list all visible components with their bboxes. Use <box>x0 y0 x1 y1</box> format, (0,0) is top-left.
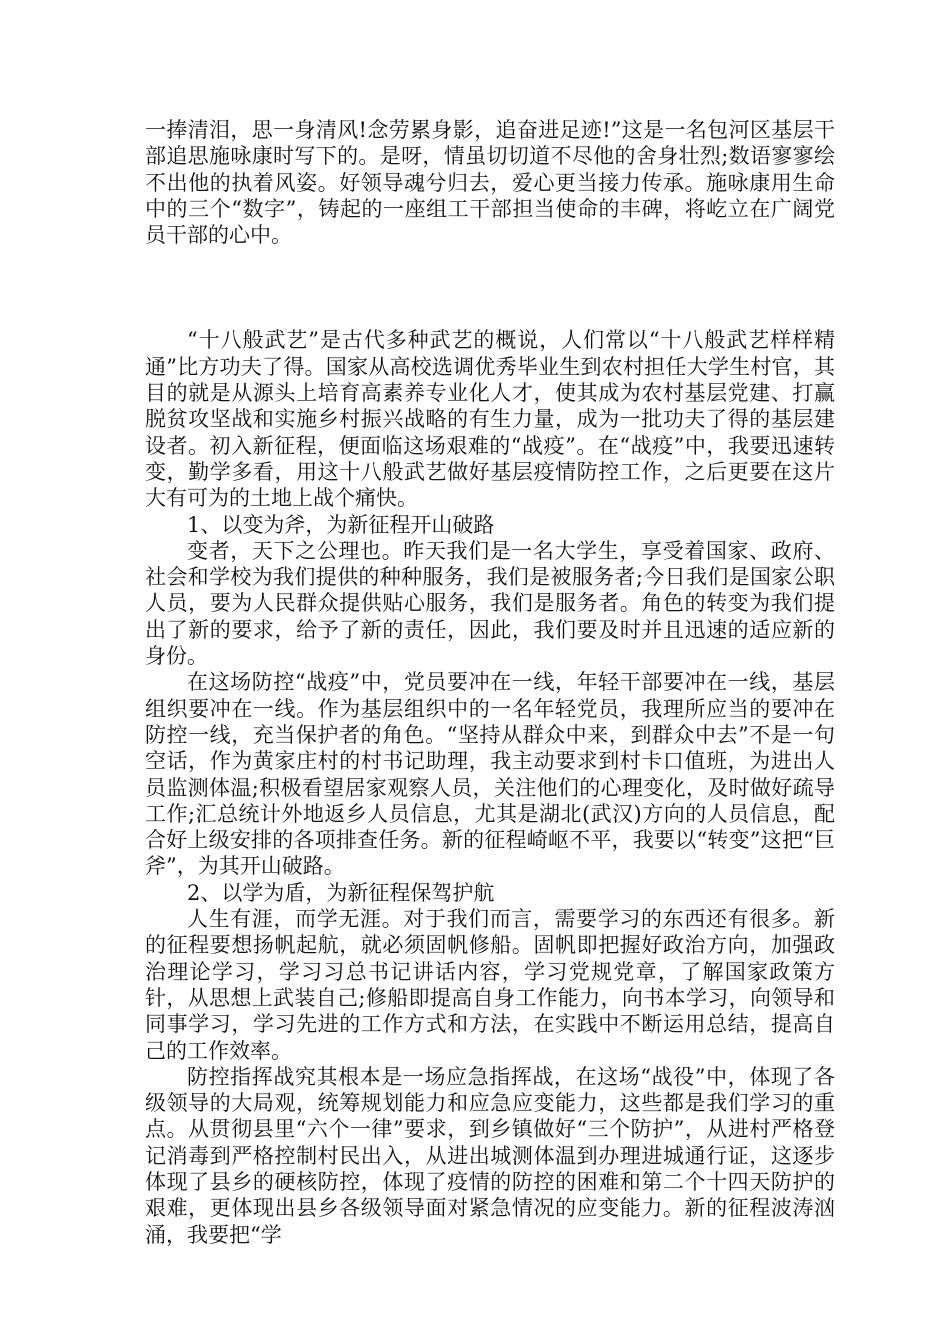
section-heading-1: 1、以变为斧，为新征程开山破路 <box>187 512 495 537</box>
paragraph-eighteen-skills-intro: “十八般武艺”是古代多种武艺的概说，人们常以“十八般武艺样样精通”比方功夫了得。国家从高校选调优秀毕业生到农村担任大学生村官，其目的就是从源头上培育高素养专业化人才，使其成为农村基层党建、打赢脱贫攻坚战和实施乡村振兴战略的有生力量，成为一批功夫了得的基层建设者。初入新征程，便面临这场艰难的“战疫”。在“战疫”中，我要迅速转变，勤学多看，用这十八般武艺做好基层疫情防控工作，之后更要在这片大有可为的土地上战个痛快。 <box>145 328 835 511</box>
paragraph-command: 防控指挥战究其根本是一场应急指挥战，在这场“战役”中，体现了各级领导的大局观，统筹规划能力和应急应变能力，这些都是我们学习的重点。从贯彻县里“六个一律”要求，到乡镇做好“三个防护”，从进村严格登记消毒到严格控制村民出入，从进出城测体温到办理进城通行证，这逐步体现了县乡的硬核防控，体现了疫情的防控的困难和第二个十四天防护的艰难，更体现出县乡各级领导面对紧急情况的应变能力。新的征程波涛汹涌，我要把“学 <box>145 1064 835 1247</box>
paragraph-tribute-closing: 一捧清泪，思一身清风!念劳累身影，追奋进足迹!”这是一名包河区基层干部追思施咏康时写下的。是呀，情虽切切道不尽他的舍身壮烈;数语寥寥绘不出他的执着风姿。好领导魂兮归去，爱心更当接力传承。施咏康用生命中的三个“数字”，铸起的一座组工干部担当使命的丰碑，将屹立在广阔党员干部的心中。 <box>145 118 835 248</box>
section-heading-2: 2、以学为盾，为新征程保驾护航 <box>187 880 495 905</box>
paragraph-frontline: 在这场防控“战疫”中，党员要冲在一线，年轻干部要冲在一线，基层组织要冲在一线。作为基层组织中的一名年轻党员，我理所应当的要冲在防控一线，充当保护者的角色。“坚持从群众中来，到群众中去”不是一句空话，作为黄家庄村的村书记助理，我主动要求到村卡口值班，为进出人员监测体温;积极看望居家观察人员，关注他们的心理变化，及时做好疏导工作;汇总统计外地返乡人员信息，尤其是湖北(武汉)方向的人员信息，配合好上级安排的各项排查任务。新的征程崎岖不平，我要以“转变”这把“巨斧”，为其开山破路。 <box>145 670 835 879</box>
paragraph-learning: 人生有涯，而学无涯。对于我们而言，需要学习的东西还有很多。新的征程要想扬帆起航，就必须固帆修船。固帆即把握好政治方向，加强政治理论学习，学习习总书记讲话内容，学习党规党章，了解国家政策方针，从思想上武装自己;修船即提高自身工作能力，向书本学习，向领导和同事学习，学习先进的工作方式和方法，在实践中不断运用总结，提高自己的工作效率。 <box>145 907 835 1063</box>
document-page <box>145 117 835 1248</box>
paragraph-gap <box>145 248 835 327</box>
paragraph-change: 变者，天下之公理也。昨天我们是一名大学生，享受着国家、政府、社会和学校为我们提供的种种服务，我们是被服务者;今日我们是国家公职人员，要为人民群众提供贴心服务，我们是服务者。角色的转变为我们提出了新的要求，给予了新的责任，因此，我们要及时并且迅速的适应新的身份。 <box>145 538 835 669</box>
